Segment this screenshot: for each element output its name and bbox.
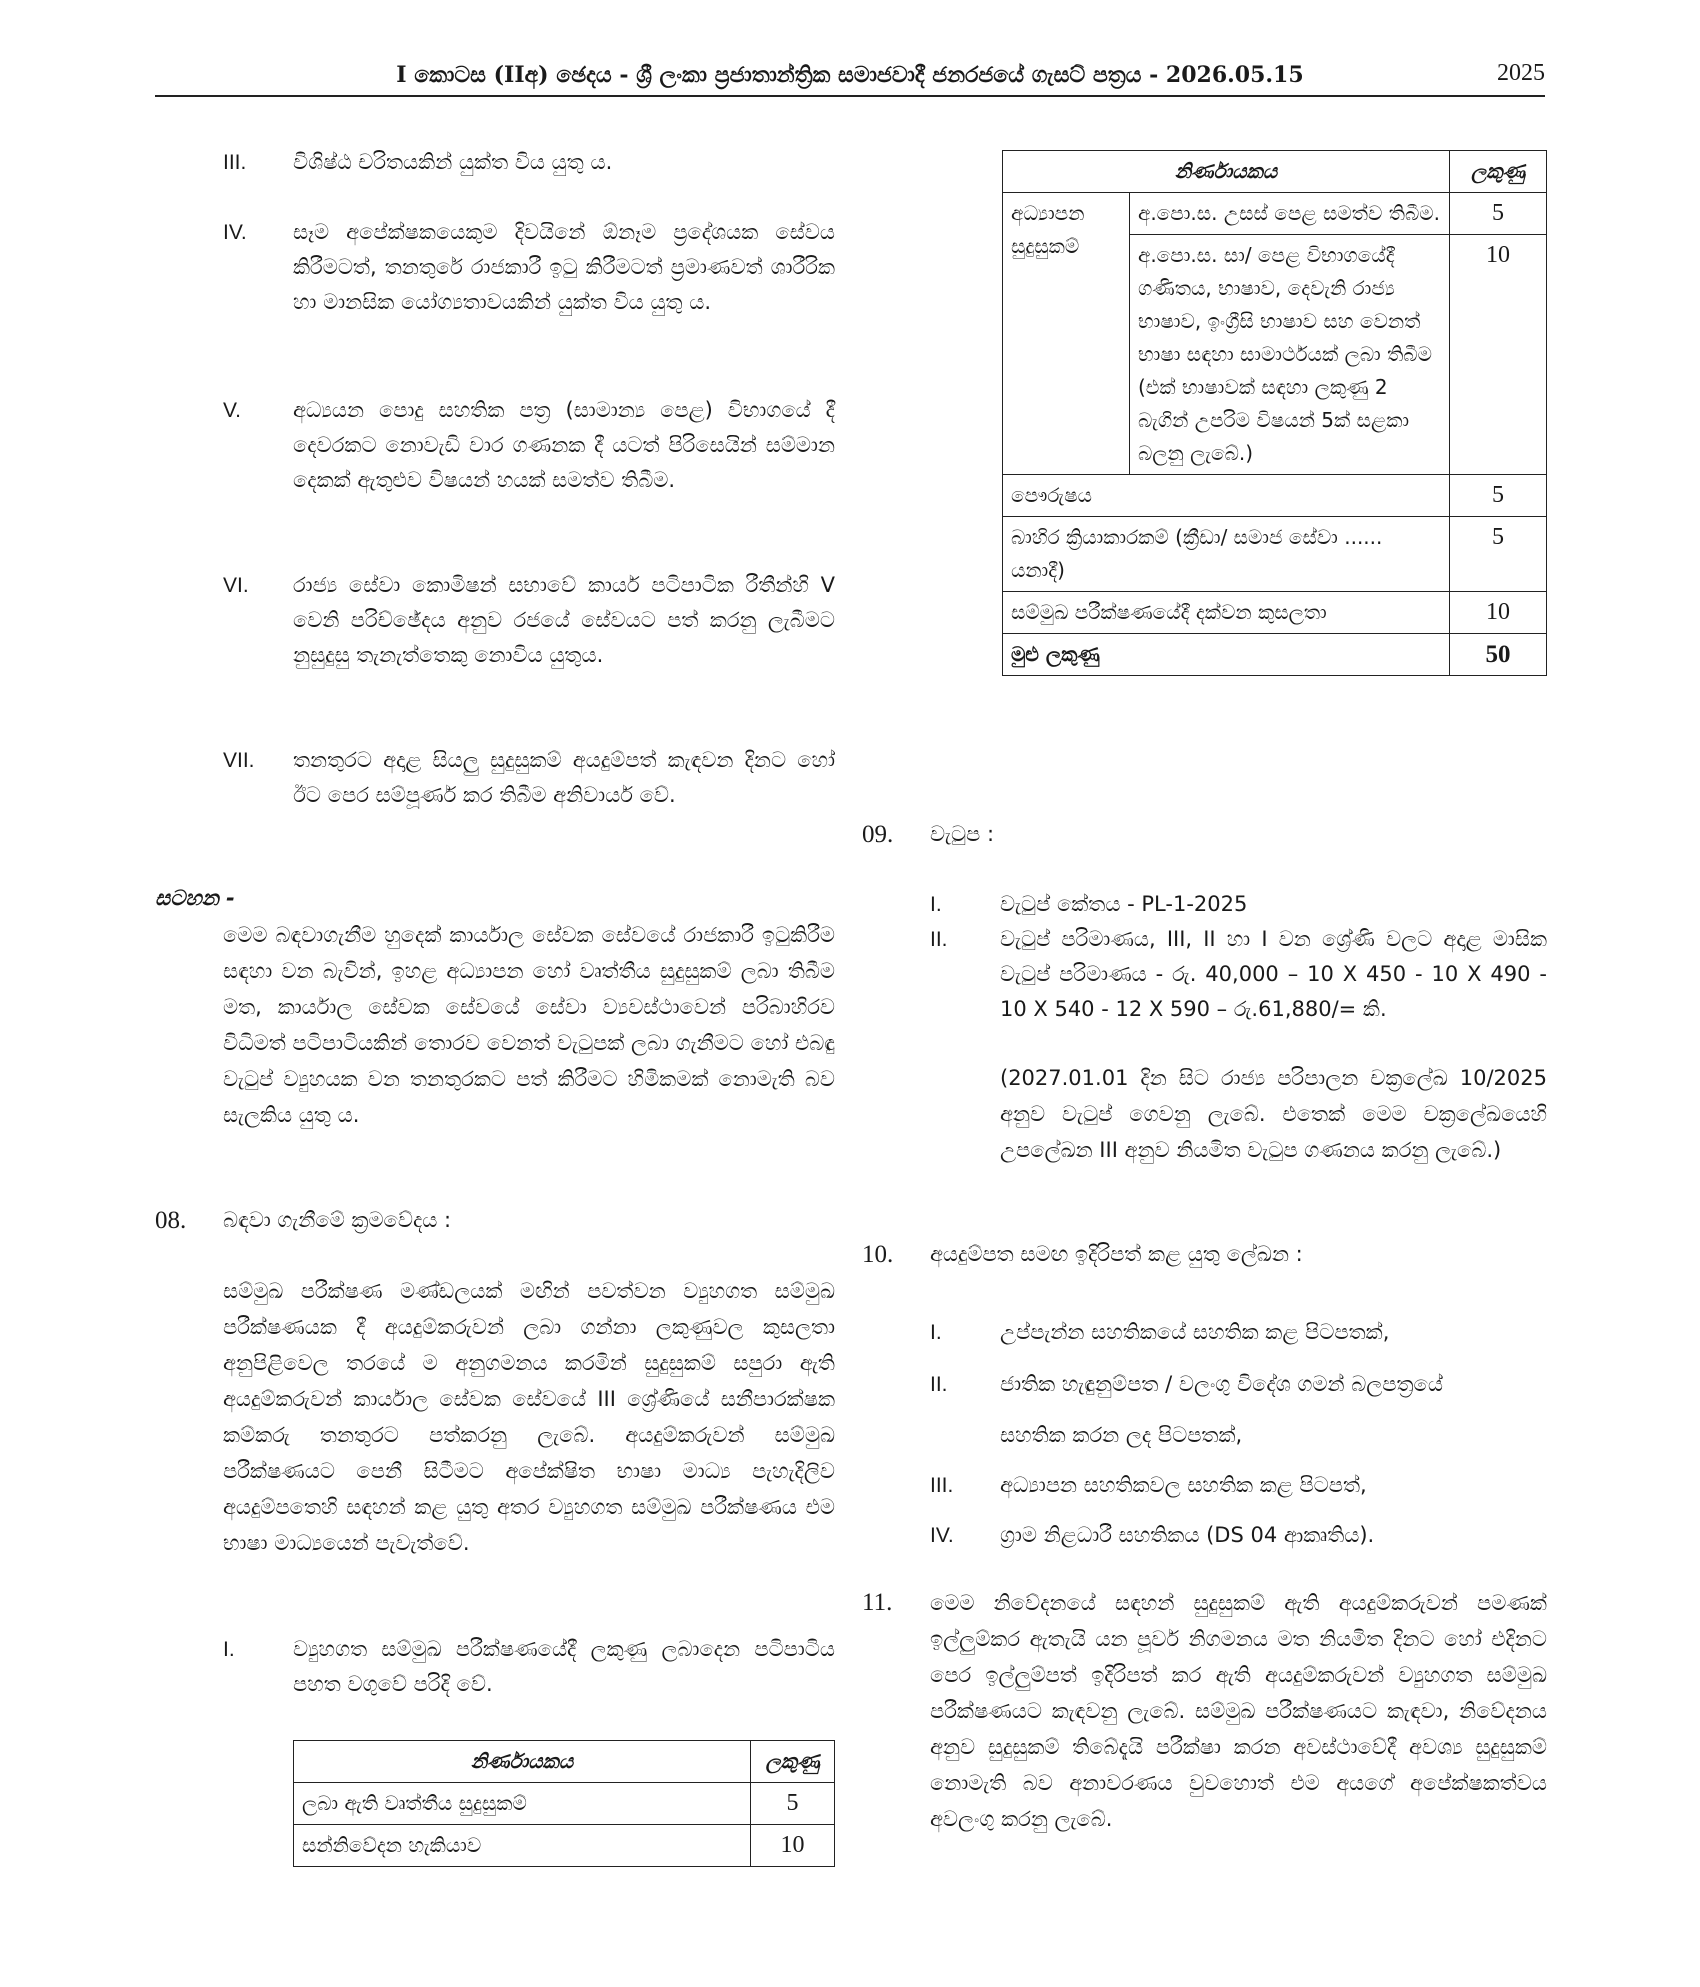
header-rule xyxy=(155,95,1545,97)
criterion-cell: අ.පො.ස. සා/ පෙළ විභාගයේදී ගණිතය, භාෂාව, දෙවැනි රාජ්‍ය භාෂාව, ඉංග්‍රීසි භාෂාව සහ වෙනත් භාෂා සඳහා සාමාර්ථයක් ලබා තිබීම (එක් භාෂාවක් සඳහා ලකුණු 2 බැගින් උපරිම විෂයන් 5ක් සළකා බලනු ලැබේ.) xyxy=(1130,235,1450,475)
section-title: බඳවා ගැනීමේ ක්‍රමවේදය : xyxy=(223,1208,452,1232)
item-text: උප්පැන්න සහතිකයේ සහතික කළ පිටපතක්, xyxy=(1000,1320,1390,1344)
table-header-row xyxy=(1003,151,1547,193)
marks-cell: 5 xyxy=(1450,193,1547,235)
item-text: සහතික කරන ලද පිටපතක්, xyxy=(1000,1423,1243,1447)
item-text: රාජ්‍ය සේවා කොමිෂන් සභාවේ කාර්ය පටිපාටික රීතීන්හි V වෙනි පරිච්ඡේදය අනුව රජයේ සේවයට පත් කරනු ලැබීමට නුසුදුසු තැනැත්තෙකු නොවිය යුතුය. xyxy=(293,573,835,667)
section-number: 09. xyxy=(862,821,894,848)
item-text: අධ්‍යාපන සහතිකවල සහතික කළ පිටපත්, xyxy=(1000,1473,1367,1497)
gazette-title: I කොටස (IIඅ) ඡෙදය - ශ්‍රී ලංකා ප්‍රජාතාන්ත්‍රික සමාජවාදී ජනරජයේ ගැසට් පත්‍රය - 2026.05.15 xyxy=(396,62,1304,88)
item-number: I. xyxy=(930,893,942,916)
item-number: II. xyxy=(930,1373,948,1396)
item-text: වැටුප් පරිමාණය, III, II හා I වන ශ්‍රේණි වලට අදාළ මාසික වැටුප් පරිමාණය - රු. 40,000 – 10 X 450 - 10 X 490 - 10 X 540 - 12 X 590 – රු.61,880/= කි. xyxy=(1000,927,1547,1021)
page-header xyxy=(155,58,1545,98)
item-number: II. xyxy=(930,928,948,951)
marks-cell: 10 xyxy=(751,1825,835,1867)
section-number: 08. xyxy=(155,1207,187,1234)
table-row xyxy=(294,1783,835,1825)
item-number: V. xyxy=(223,399,241,422)
column-header-criterion: නිර්ණායකය xyxy=(1003,151,1450,193)
criterion-cell: අ.පො.ස. උසස් පෙළ සමත්ව තිබීම. xyxy=(1130,193,1450,235)
criterion-cell: සන්නිවේදන හැකියාව xyxy=(294,1825,751,1867)
section-number: 10. xyxy=(862,1241,894,1268)
item-text: වැටුප් කේතය - PL-1-2025 xyxy=(1000,892,1248,916)
section-title: අයදුම්පත සමඟ ඉදිරිපත් කළ යුතු ලේඛන : xyxy=(930,1242,1303,1266)
marks-table-left xyxy=(293,1740,835,1867)
marks-cell: 10 xyxy=(1450,235,1547,475)
marks-cell: 5 xyxy=(751,1783,835,1825)
item-number: VI. xyxy=(223,574,249,597)
total-marks: 50 xyxy=(1450,634,1547,676)
table-row xyxy=(1003,592,1547,634)
item-number: III. xyxy=(223,151,247,174)
note-text: මෙම බඳවාගැනීම හුදෙක් කාර්යාල සේවක සේවයේ රාජකාරී ඉටුකිරීම සඳහා වන බැවින්, ඉහළ අධ්‍යාපන හෝ වෘත්තීය සුදුසුකම් ලබා තිබීම මත, කාර්යාල සේවක සේවයේ සේවා ව්‍යවස්ථාවෙන් පරිබාහිරව විධිමත් පටිපාටියකින් තොරව වෙනත් වැටුපක් ලබා ගැනීමට හෝ එබඳු වැටුප් ව්‍යුහයක වන තනතුරකට පත් කිරීමට හිමිකමක් නොමැති බව සැලකිය යුතු ය. xyxy=(223,923,835,1127)
salary-note: (2027.01.01 දින සිට රාජ්‍ය පරිපාලන චක්‍රලේඛ 10/2025 අනුව වැටුප් ගෙවනු ලැබේ. එතෙක් මෙම චක්‍රලේඛයෙහි උපලේඛන III අනුව නියමිත වැටුප ගණනය කරනු ලැබේ.) xyxy=(1000,1066,1547,1162)
table-row xyxy=(1003,193,1547,235)
section-number: 11. xyxy=(862,1589,893,1616)
table-total-row xyxy=(1003,634,1547,676)
table-row xyxy=(1003,475,1547,517)
table-header-row xyxy=(294,1741,835,1783)
criterion-cell: ලබා ඇති වෘත්තීය සුදුසුකම් xyxy=(294,1783,751,1825)
group-label-cell: අධ්‍යාපන සුදුසුකම් xyxy=(1003,193,1130,475)
marks-cell: 5 xyxy=(1450,517,1547,592)
page-number: 2025 xyxy=(1497,60,1545,86)
item-number: IV. xyxy=(223,221,247,244)
table-row xyxy=(294,1825,835,1867)
marks-table-right xyxy=(1002,150,1547,676)
criterion-cell: සම්මුඛ පරීක්ෂණයේදී දක්වන කුසලතා xyxy=(1003,592,1450,634)
column-header-marks: ලකුණු xyxy=(751,1741,835,1783)
section-title: වැටුප : xyxy=(930,822,995,846)
item-number: IV. xyxy=(930,1524,954,1547)
column-header-criterion: නිර්ණායකය xyxy=(294,1741,751,1783)
item-text: තනතුරට අදාළ සියලු සුදුසුකම් අයදුම්පත් කැඳවන දිනට හෝ ඊට පෙර සම්පූර්ණ කර තිබීම අනිවාර්ය වේ. xyxy=(293,748,835,807)
marks-cell: 10 xyxy=(1450,592,1547,634)
column-header-marks: ලකුණු xyxy=(1450,151,1547,193)
criterion-cell: බාහිර ක්‍රියාකාරකම් (ක්‍රීඩා/ සමාජ සේවා ...... යනාදී) xyxy=(1003,517,1450,592)
item-text: ජාතික හැඳුනුම්පත / වලංගු විදේශ ගමන් බලපත්‍රයේ xyxy=(1000,1372,1443,1396)
note-label: සටහන - xyxy=(155,886,235,910)
marks-cell: 5 xyxy=(1450,475,1547,517)
item-text: අධ්‍යයන පොදු සහතික පත්‍ර (සාමාන්‍ය පෙළ) විභාගයේ දී දෙවරකට නොවැඩි වාර ගණනක දී යටත් පිරිසෙයින් සම්මාන දෙකක් ඇතුළුව විෂයන් හයක් සමත්ව තිබීම. xyxy=(293,398,835,492)
item-text: විශිෂ්ඨ චරිතයකින් යුක්ත විය යුතු ය. xyxy=(293,150,613,174)
criterion-cell: පෞරුෂය xyxy=(1003,475,1450,517)
item-text: සෑම අපේක්ෂකයෙකුම දිවයිනේ ඕනෑම ප්‍රදේශයක සේවය කිරීමටත්, තනතුරේ රාජකාරී ඉටු කිරීමටත් ප්‍රමාණවත් ශාරීරික හා මානසික යෝග්‍යතාවයකින් යුක්ත විය යුතු ය. xyxy=(293,220,835,314)
section-08-text: සම්මුඛ පරීක්ෂණ මණ්ඩලයක් මඟින් පවත්වන ව්‍යුහගත සම්මුඛ පරීක්ෂණයක දී අයදුම්කරුවන් ලබා ගන්නා ලකුණුවල කුසලතා අනුපිළිවෙල තරයේ ම අනුගමනය කරමින් සුදුසුකම් සපුරා ඇති අයදුම්කරුවන් කාර්යාල සේවක සේවයේ III ශ්‍රේණියේ සනීපාරක්ෂක කම්කරු තනතුරට පත්කරනු ලැබේ. අයදුම්කරුවන් සම්මුඛ පරීක්ෂණයට පෙනී සිටීමට අපේක්ෂිත භාෂා මාධ්‍ය පැහැදිලිව අයදුම්පතෙහි සඳහන් කළ යුතු අතර ව්‍යුහගත සම්මුඛ පරීක්ෂණය එම භාෂා මාධ්‍යයෙන් පැවැත්වේ. xyxy=(223,1279,835,1555)
table-row xyxy=(1003,517,1547,592)
section-text: මෙම නිවේදනයේ සඳහන් සුදුසුකම් ඇති අයදුම්කරුවන් පමණක් ඉල්ලුම්කර ඇතැයි යන පූර්ව නිගමනය මත නියමිත දිනට හෝ එදිනට පෙර ඉල්ලුම්පත් ඉදිරිපත් කර ඇති අයදුම්කරුවන් ව්‍යුහගත සම්මුඛ පරීක්ෂණයට කැඳවනු ලැබේ. සම්මුඛ පරීක්ෂණයට කැඳවා, නිවේදනය අනුව සුදුසුකම් තිබේදැයි පරීක්ෂා කරන අවස්ථාවේදී අවශ්‍ය සුදුසුකම් නොමැති බව අනාවරණය වුවහොත් එම අයගේ අපේක්ෂකත්වය අවලංගු කරනු ලැබේ. xyxy=(930,1591,1547,1831)
item-text: ග්‍රාම නිළධාරී සහතිකය (DS 04 ආකෘතිය). xyxy=(1000,1523,1375,1547)
item-number: I. xyxy=(930,1321,942,1344)
item-number: I. xyxy=(223,1638,235,1661)
item-text: ව්‍යුහගත සම්මුඛ පරීක්ෂණයේදී ලකුණු ලබාදෙන පටිපාටිය පහත වගුවේ පරිදි වේ. xyxy=(293,1637,835,1696)
total-label: මුළු ලකුණු xyxy=(1003,634,1450,676)
item-number: III. xyxy=(930,1474,954,1497)
item-number: VII. xyxy=(223,749,255,772)
